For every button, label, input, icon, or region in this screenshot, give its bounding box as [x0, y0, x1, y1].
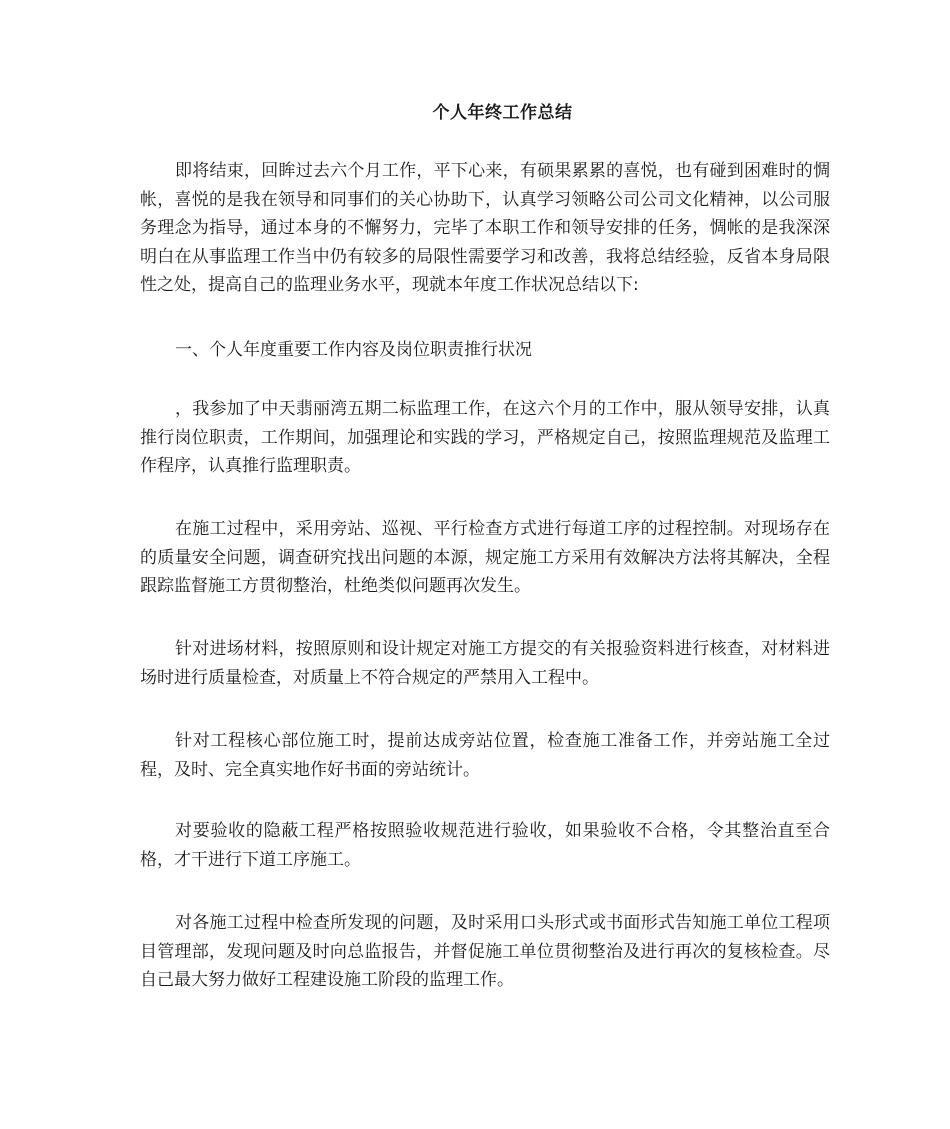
paragraph-materials: 针对进场材料，按照原则和设计规定对施工方提交的有关报验资料进行核查，对材料进场时进行质量检查，对质量上不符合规定的严禁用入工程中。 — [140, 639, 830, 688]
paragraph-key-parts: 针对工程核心部位施工时，提前达成旁站位置，检查施工准备工作，并旁站施工全过程，及时、完全真实地作好书面的旁站统计。 — [140, 731, 830, 780]
paragraph-issue-handling: 对各施工过程中检查所发现的问题，及时采用口头形式或书面形式告知施工单位工程项目管理部，发现问题及时向总监报告，并督促施工单位贯彻整治及进行再次的复核检查。尽自己最大努力做好工程建设施工阶段的监理工作。 — [140, 913, 830, 990]
paragraph-hidden-works: 对要验收的隐蔽工程严格按照验收规范进行验收，如果验收不合格，令其整治直至合格，才干进行下道工序施工。 — [140, 821, 830, 870]
paragraph-process-control: 在施工过程中，采用旁站、巡视、平行检查方式进行每道工序的过程控制。对现场存在的质量安全问题，调查研究找出问题的本源，规定施工方采用有效解决方法将其解决，全程跟踪监督施工方贯彻整治，杜绝类似问题再次发生。 — [140, 519, 830, 596]
paragraph-participation: ，我参加了中天翡丽湾五期二标监理工作，在这六个月的工作中，服从领导安排，认真推行岗位职责，工作期间，加强理论和实践的学习，严格规定自己，按照监理规范及监理工作程序，认真推行监理职责。 — [140, 399, 830, 476]
section-heading: 一、个人年度重要工作内容及岗位职责推行状况 — [175, 340, 532, 360]
document-title: 个人年终工作总结 — [432, 103, 573, 123]
paragraph-intro: 即将结束，回眸过去六个月工作，平下心来，有硕果累累的喜悦，也有碰到困难时的惆帐，喜悦的是我在领导和同事们的关心协助下，认真学习领略公司公司文化精神，以公司服务理念为指导，通过本身的不懈努力，完毕了本职工作和领导安排的任务，惆帐的是我深深明白在从事监理工作当中仍有较多的局限性需要学习和改善，我将总结经验，反省本身局限性之处，提高自己的监理业务水平，现就本年度工作状况总结以下: — [140, 161, 830, 295]
